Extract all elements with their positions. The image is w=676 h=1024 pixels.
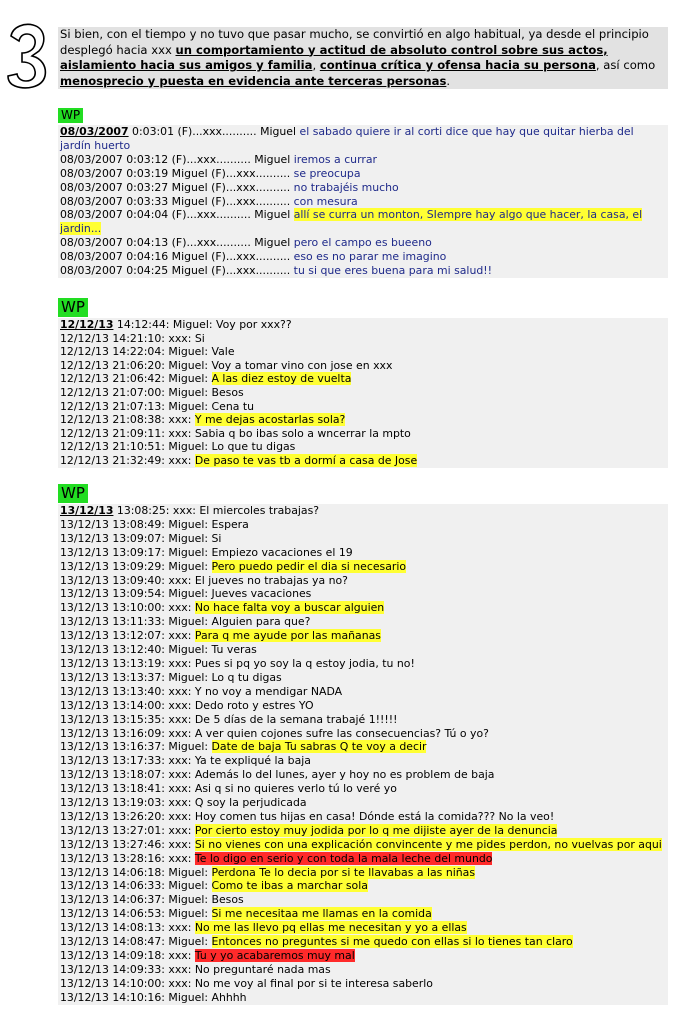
chat-message [60, 852, 666, 866]
highlighted-message-text: Entonces no preguntes si me quedo con ellas si lo tienes tan claro [211, 935, 573, 949]
message-text: De 5 días de la semana trabajé 1!!!!! [194, 712, 398, 726]
conversation-1 [58, 125, 668, 278]
chat-message [60, 879, 666, 893]
message-sender: Miguel [254, 236, 294, 250]
chat-message [60, 838, 666, 852]
message-text: Besos [211, 893, 244, 907]
chat-message [60, 208, 666, 236]
chat-message [60, 810, 666, 824]
message-meta: 13/12/13 13:26:20: xxx: [60, 809, 195, 823]
intro-emphasis: continua crítica y ofensa hacia su persona [319, 58, 596, 72]
message-meta: 13/12/13 13:09:29: Miguel: [60, 559, 212, 573]
chat-message [60, 318, 666, 332]
chat-message [60, 153, 666, 167]
message-meta: 12/12/13 21:10:51: Miguel: [60, 440, 212, 454]
message-meta: 08/03/2007 0:04:16 Miguel (F)...xxx.......... [60, 250, 294, 264]
message-text: No me voy al final por si te interesa saberlo [194, 976, 433, 990]
message-text: Besos [211, 385, 244, 399]
intro-emphasis: menosprecio y puesta en evidencia ante terceras personas [60, 73, 447, 88]
message-meta: 13/12/13 14:08:13: xxx: [60, 921, 195, 935]
highlighted-message-text: Si me necesitaa me llamas en la comida [211, 907, 432, 921]
chat-message [60, 935, 666, 949]
chat-message [60, 824, 666, 838]
message-text: iremos a currar [293, 152, 377, 166]
message-text: Alguien para que? [211, 615, 311, 629]
message-text: Tu veras [211, 643, 257, 657]
chat-message [60, 991, 666, 1005]
chat-message [60, 345, 666, 359]
message-meta: 13/12/13 14:06:18: Miguel: [60, 865, 212, 879]
chat-message [60, 560, 666, 574]
section-number-graphic [5, 22, 49, 90]
highlighted-message-text: Perdona Te lo decia por si te llavabas a las niñas [211, 865, 475, 879]
intro-paragraph [58, 27, 668, 89]
message-meta: 08/03/2007 0:03:27 Miguel (F)...xxx.......... [60, 180, 294, 194]
message-meta: 13:08:25: xxx: [113, 504, 200, 517]
chat-message [60, 181, 666, 195]
message-text: Sabia q bo ibas solo a wncerrar la mpto [194, 426, 411, 440]
highlighted-message-text: Tu y yo acabaremos muy mal [194, 949, 355, 962]
message-text: Espera [211, 517, 249, 531]
chat-message [60, 601, 666, 615]
conversation-3 [58, 504, 668, 1005]
message-text: Ahhhh [211, 990, 247, 1004]
message-text: pero el campo es bueeno [293, 236, 432, 250]
chat-message [60, 713, 666, 727]
message-text: Cena tu [211, 399, 255, 413]
message-meta: 13/12/13 13:08:49: Miguel: [60, 517, 212, 531]
highlighted-message-text: Pero puedo pedir el dia si necesario [211, 559, 407, 573]
message-meta: 12/12/13 14:21:10: xxx: [60, 331, 195, 345]
highlighted-message-text: A las diez estoy de vuelta [211, 372, 352, 386]
chat-message [60, 657, 666, 671]
highlighted-message-text: allí se curra un monton, SIempre hay algo que hacer, la casa, el jardin... [60, 208, 643, 236]
message-meta: 13/12/13 13:11:33: Miguel: [60, 615, 212, 629]
message-text: eso es no parar me imagino [293, 250, 447, 264]
message-meta: 08/03/2007 0:04:13 (F)...xxx.......... [60, 236, 255, 250]
message-meta: 13/12/13 14:06:37: Miguel: [60, 893, 212, 907]
message-meta: 13/12/13 13:19:03: xxx: [60, 796, 195, 810]
message-sender: Miguel [254, 152, 294, 166]
message-meta: 13/12/13 13:27:01: xxx: [60, 823, 195, 837]
message-text: Dedo roto y estres YO [194, 698, 314, 712]
message-text: Q soy la perjudicada [194, 796, 307, 810]
chat-message [60, 518, 666, 532]
chat-message [60, 574, 666, 588]
message-meta: 12/12/13 14:22:04: Miguel: [60, 345, 212, 359]
message-meta: 13/12/13 14:06:53: Miguel: [60, 907, 212, 921]
message-meta: 12/12/13 21:07:00: Miguel: [60, 385, 212, 399]
message-text: Si [194, 331, 205, 345]
message-meta: 12/12/13 21:06:42: Miguel: [60, 372, 212, 386]
highlighted-message-text: Como te ibas a marchar sola [211, 879, 368, 893]
message-meta: 13/12/13 13:12:40: Miguel: [60, 643, 212, 657]
chat-message [60, 400, 666, 414]
message-meta: 13/12/13 13:13:40: xxx: [60, 684, 195, 698]
intro-text: . [446, 73, 451, 88]
message-text: Empiezo vacaciones el 19 [211, 545, 353, 559]
message-text: con mesura [293, 194, 358, 208]
message-meta: 13/12/13 13:15:35: xxx: [60, 712, 195, 726]
message-meta: 13/12/13 13:16:09: xxx: [60, 726, 195, 740]
message-text: Y no voy a mendigar NADA [194, 684, 343, 698]
message-meta: 08/03/2007 0:04:25 Miguel (F)...xxx.......... [60, 264, 294, 278]
message-text: Pues si pq yo soy la q estoy jodia, tu no! [194, 656, 415, 670]
message-sender: Miguel [254, 208, 294, 222]
highlighted-message-text: De paso te vas tb a dormí a casa de Jose [194, 453, 418, 467]
chat-message [60, 671, 666, 685]
message-meta: 12/12/13 21:32:49: xxx: [60, 453, 195, 467]
chat-message [60, 754, 666, 768]
message-meta: 13/12/13 13:18:41: xxx: [60, 782, 195, 796]
chat-message [60, 740, 666, 754]
message-meta: 13/12/13 14:08:47: Miguel: [60, 935, 212, 949]
chat-message [60, 699, 666, 713]
chat-message [60, 546, 666, 560]
chat-message [60, 413, 666, 427]
intro-text: , [312, 58, 320, 72]
highlighted-message-text: Date de baja Tu sabras Q te voy a decir [211, 740, 427, 754]
message-text: Asi q si no quieres verlo tú lo veré yo [194, 782, 397, 796]
message-date: 08/03/2007 [60, 125, 129, 138]
message-meta: 13/12/13 13:10:00: xxx: [60, 601, 195, 615]
message-meta: 12/12/13 21:09:11: xxx: [60, 426, 195, 440]
outlined-number-three [5, 22, 49, 90]
message-date: 13/12/13 [60, 504, 114, 517]
highlighted-message-text: Y me dejas acostarlas sola? [194, 413, 346, 427]
chat-message [60, 125, 666, 153]
message-text: Voy por xxx?? [216, 318, 292, 331]
intro-text: Si bien, con el tiempo y no tuvo que pasar mucho, se convirtió en algo habitual, ya desde el principio desplegó hacia xxx [60, 27, 649, 57]
message-text: Si [211, 531, 222, 545]
chat-message [60, 532, 666, 546]
message-meta: 13/12/13 14:06:33: Miguel: [60, 879, 212, 893]
message-text: Vale [211, 345, 235, 359]
chat-message [60, 949, 666, 963]
message-text: A ver quien cojones sufre las consecuencias? Tú o yo? [194, 726, 489, 740]
message-text: Hoy comen tus hijas en casa! Dónde está la comida??? No la veo! [194, 809, 555, 823]
intro-emphasis: un comportamiento y actitud de absoluto control sobre sus actos, aislamiento hacia sus amigos y familia [60, 42, 608, 72]
message-meta: 13/12/13 13:12:07: xxx: [60, 629, 195, 643]
chat-message [60, 504, 666, 518]
chat-message [60, 250, 666, 264]
conversation-2 [58, 318, 668, 468]
message-meta: 13/12/13 13:14:00: xxx: [60, 698, 195, 712]
message-meta: 13/12/13 13:27:46: xxx: [60, 837, 195, 851]
message-date: 12/12/13 [60, 318, 114, 331]
chat-message [60, 587, 666, 601]
message-meta: 13/12/13 13:17:33: xxx: [60, 754, 195, 768]
chat-message [60, 332, 666, 346]
conversation-2-label: WP [58, 298, 88, 317]
message-meta: 08/03/2007 0:04:04 (F)...xxx.......... [60, 208, 255, 222]
chat-message [60, 963, 666, 977]
chat-message [60, 727, 666, 741]
message-text: se preocupa [293, 166, 361, 180]
message-meta: 12/12/13 21:07:13: Miguel: [60, 399, 212, 413]
chat-message [60, 427, 666, 441]
message-meta: 0:03:01 (F)...xxx.......... [128, 125, 261, 138]
chat-message [60, 167, 666, 181]
message-meta: 13/12/13 13:09:54: Miguel: [60, 587, 212, 601]
message-text: tu si que eres buena para mi salud!! [293, 264, 492, 278]
chat-message [60, 921, 666, 935]
chat-message [60, 977, 666, 991]
chat-message [60, 866, 666, 880]
message-text: el sabado quiere ir al corti dice que hay que quitar hierba del jardín huerto [60, 125, 634, 152]
message-text: Lo q tu digas [211, 670, 282, 684]
conversation-3-label: WP [58, 484, 88, 503]
chat-message [60, 386, 666, 400]
chat-message [60, 643, 666, 657]
highlighted-message-text: No me las llevo pq ellas me necesitan y yo a ellas [194, 921, 467, 935]
message-meta: 08/03/2007 0:03:33 Miguel (F)...xxx.......... [60, 194, 294, 208]
message-text: El miercoles trabajas? [199, 504, 320, 517]
message-meta: 13/12/13 13:13:37: Miguel: [60, 670, 212, 684]
message-meta: 13/12/13 14:09:18: xxx: [60, 949, 195, 962]
chat-message [60, 454, 666, 468]
message-meta: 13/12/13 13:09:07: Miguel: [60, 531, 212, 545]
message-meta: 13/12/13 13:09:17: Miguel: [60, 545, 212, 559]
message-meta: 13/12/13 13:18:07: xxx: [60, 768, 195, 782]
chat-message [60, 796, 666, 810]
message-meta: 13/12/13 13:13:19: xxx: [60, 656, 195, 670]
chat-message [60, 359, 666, 373]
message-meta: 13/12/13 13:28:16: xxx: [60, 851, 195, 865]
message-meta: 14:12:44: Miguel: [113, 318, 217, 331]
chat-message [60, 685, 666, 699]
message-meta: 12/12/13 21:06:20: Miguel: [60, 358, 212, 372]
highlighted-message-text: Por cierto estoy muy jodida por lo q me dijiste ayer de la denuncia [194, 823, 558, 837]
message-meta: 13/12/13 13:09:40: xxx: [60, 573, 195, 587]
message-text: El jueves no trabajas ya no? [194, 573, 348, 587]
message-meta: 13/12/13 14:09:33: xxx: [60, 962, 195, 976]
chat-message [60, 768, 666, 782]
message-meta: 08/03/2007 0:03:12 (F)...xxx.......... [60, 152, 255, 166]
chat-message [60, 195, 666, 209]
highlighted-message-text: Te lo digo en serio y con toda la mala leche del mundo [194, 851, 493, 865]
chat-message [60, 893, 666, 907]
chat-message [60, 236, 666, 250]
highlighted-message-text: Si no vienes con una explicación convincente y me pides perdon, no vuelvas por aqui [194, 837, 662, 851]
message-text: Voy a tomar vino con jose en xxx [211, 358, 393, 372]
chat-message [60, 264, 666, 278]
message-text: Jueves vacaciones [211, 587, 312, 601]
highlighted-message-text: Para q me ayude por las mañanas [194, 629, 381, 643]
chat-message [60, 440, 666, 454]
chat-message [60, 782, 666, 796]
message-text: No preguntaré nada mas [194, 962, 331, 976]
message-text: Lo que tu digas [211, 440, 296, 454]
message-meta: 13/12/13 14:10:00: xxx: [60, 976, 195, 990]
chat-message [60, 615, 666, 629]
message-text: Ya te expliqué la baja [194, 754, 311, 768]
message-meta: 13/12/13 13:16:37: Miguel: [60, 740, 212, 754]
message-meta: 08/03/2007 0:03:19 Miguel (F)...xxx.......... [60, 166, 294, 180]
chat-message [60, 372, 666, 386]
chat-message [60, 629, 666, 643]
conversation-1-label: WP [58, 108, 83, 123]
message-text: no trabajéis mucho [293, 180, 399, 194]
message-meta: 13/12/13 14:10:16: Miguel: [60, 990, 212, 1004]
message-sender: Miguel [260, 125, 300, 138]
chat-message [60, 907, 666, 921]
message-text: Además lo del lunes, ayer y hoy no es problem de baja [194, 768, 495, 782]
highlighted-message-text: No hace falta voy a buscar alguien [194, 601, 385, 615]
intro-text: , así como [595, 58, 656, 72]
message-meta: 12/12/13 21:08:38: xxx: [60, 413, 195, 427]
